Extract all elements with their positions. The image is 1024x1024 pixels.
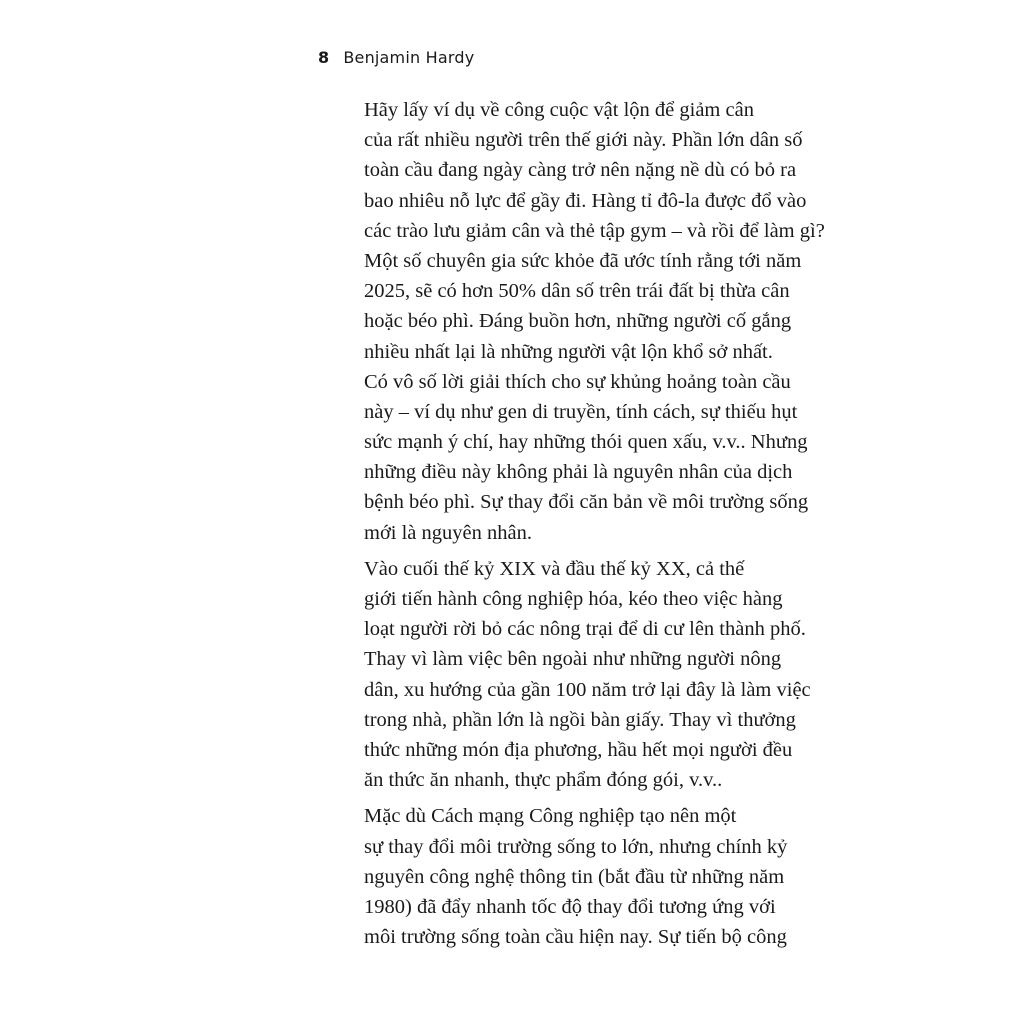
paragraph-3 [322,801,788,952]
text-line: nhiều nhất lại là những người vật lộn khổ sở nhất. [364,340,773,363]
text-line: nguyên công nghệ thông tin (bắt đầu từ những năm [364,865,785,888]
text-line: mới là nguyên nhân. [364,521,532,544]
text-line: này – ví dụ như gen di truyền, tính cách, sự thiếu hụt [364,400,798,423]
text-line: 2025, sẽ có hơn 50% dân số trên trái đất bị thừa cân [364,280,790,303]
text-line: giới tiến hành công nghiệp hóa, kéo theo việc hàng [364,588,783,610]
text-line: Mặc dù Cách mạng Công nghiệp tạo nên một [364,805,737,828]
text-line: ăn thức ăn nhanh, thực phẩm đóng gói, v.v.. [364,769,723,792]
text-line: Một số chuyên gia sức khỏe đã ước tính rằng tới năm [364,249,802,272]
body-text [322,95,825,952]
text-line: Vào cuối thế kỷ XIX và đầu thế kỷ XX, cả thế [364,557,745,580]
text-line: những điều này không phải là nguyên nhân của dịch [364,461,793,484]
text-line: sự thay đổi môi trường sống to lớn, nhưng chính kỷ [364,835,788,858]
text-line: môi trường sống toàn cầu hiện nay. Sự tiến bộ công [364,926,787,949]
paragraph-1 [322,95,825,548]
text-line: 1980) đã đẩy nhanh tốc độ thay đổi tương ứng với [364,895,776,918]
text-line: Thay vì làm việc bên ngoài như những người nông [364,648,782,671]
text-line: Hãy lấy ví dụ về công cuộc vật lộn để giảm cân [364,99,754,121]
text-line: toàn cầu đang ngày càng trở nên nặng nề dù có bỏ ra [364,159,797,182]
paragraph-2 [322,554,811,796]
text-line: bệnh béo phì. Sự thay đổi căn bản về môi trường sống [364,491,809,514]
running-header [318,46,474,70]
text-line: dân, xu hướng của gần 100 năm trở lại đây là làm việc [364,678,811,701]
text-line: các trào lưu giảm cân và thẻ tập gym – và rồi để làm gì? [364,219,825,242]
text-line: của rất nhiều người trên thế giới này. Phần lớn dân số [364,129,803,152]
text-line: hoặc béo phì. Đáng buồn hơn, những người cố gắng [364,310,792,333]
header-author: Benjamin Hardy [343,48,475,67]
text-line: sức mạnh ý chí, hay những thói quen xấu, v.v.. Nhưng [364,431,808,454]
text-line: thức những món địa phương, hầu hết mọi người đều [364,738,793,761]
text-line: bao nhiêu nỗ lực để gầy đi. Hàng tỉ đô-la được đổ vào [364,189,807,212]
text-line: Có vô số lời giải thích cho sự khủng hoảng toàn cầu [364,370,791,393]
text-line: trong nhà, phần lớn là ngồi bàn giấy. Thay vì thưởng [364,708,796,731]
page-number: 8 [318,48,330,67]
text-line: loạt người rời bỏ các nông trại để di cư lên thành phố. [364,618,806,641]
